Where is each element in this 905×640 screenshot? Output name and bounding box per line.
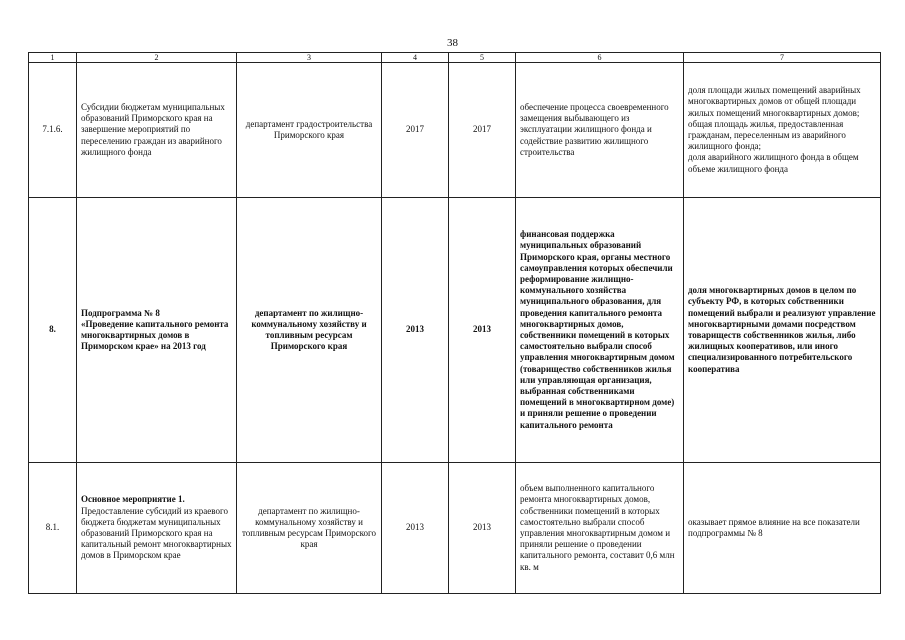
row-start-year: 2017	[382, 63, 449, 198]
row-code: 8.1.	[29, 463, 77, 594]
indicator-item: общая площадь жилья, предоставленная гражданам, переселенным из аварийного жилищного фонда;	[688, 118, 846, 152]
row-name	[77, 198, 237, 463]
column-number: 3	[237, 53, 382, 63]
measure-description: Предоставление субсидий из краевого бюджета бюджетам муниципальных образований Приморского края на капитальный ремонт многоквартирных домов в Приморском крае	[81, 505, 232, 561]
column-number: 1	[29, 53, 77, 63]
row-indicators: оказывает прямое влияние на все показатели подпрограммы № 8	[684, 463, 881, 594]
subprogram-title: Подпрограмма № 8	[81, 307, 160, 318]
row-executor: департамент по жилищно-коммунальному хозяйству и топливным ресурсам Приморского края	[237, 198, 382, 463]
row-start-year: 2013	[382, 198, 449, 463]
table-row	[29, 63, 881, 198]
row-name: Субсидии бюджетам муниципальных образований Приморского края на завершение мероприятий по переселению граждан из аварийного жилищного фонда	[77, 63, 237, 198]
row-end-year: 2013	[449, 463, 516, 594]
row-code: 8.	[29, 198, 77, 463]
row-code: 7.1.6.	[29, 63, 77, 198]
row-start-year: 2013	[382, 463, 449, 594]
row-end-year: 2013	[449, 198, 516, 463]
row-result: обеспечение процесса своевременного замещения выбывающего из эксплуатации жилищного фонда и содействие развитию жилищного строительства	[516, 63, 684, 198]
row-end-year: 2017	[449, 63, 516, 198]
program-table	[28, 52, 881, 594]
row-result: объем выполненного капитального ремонта многоквартирных домов, собственники помещений в которых самостоятельно выбрали способ управления многоквартирным домом и приняли решение о проведении капитального ремонта, составит 0,6 млн кв. м	[516, 463, 684, 594]
indicator-item: доля площади жилых помещений аварийных многоквартирных домов от общей площади жилых помещений многоквартирных домов;	[688, 85, 861, 118]
column-number: 2	[77, 53, 237, 63]
row-executor: департамент градостроительства Приморского края	[237, 63, 382, 198]
row-result: финансовая поддержка муниципальных образований Приморского края, органы местного самоуправления которых обеспечили реформирование жилищно-коммунального хозяйства муниципального образования, для проведения капитального ремонта многоквартирных домов, собственники помещений в которых самостоятельно выбрали способ управления многоквартирным домом (товарищество собственников жилья или управляющая организация, выбранная собственниками помещений в многоквартирном доме) и приняли решение о проведении капитального ремонта	[516, 198, 684, 463]
column-number: 5	[449, 53, 516, 63]
column-number: 6	[516, 53, 684, 63]
table-row	[29, 463, 881, 594]
column-number-row	[29, 53, 881, 63]
table-row	[29, 198, 881, 463]
row-indicators: доля многоквартирных домов в целом по субъекту РФ, в которых собственники помещений выбрали и реализуют управление многоквартирными домами посредством товариществ собственников жилья, либо жилищных кооперативов, или иного специализированного потребительского кооператива	[684, 198, 881, 463]
measure-title: Основное мероприятие 1.	[81, 494, 185, 505]
column-number: 4	[382, 53, 449, 63]
subprogram-name: «Проведение капитального ремонта многоквартирных домов в Приморском крае» на 2013 год	[81, 318, 229, 352]
row-indicators	[684, 63, 881, 198]
page-number: 38	[447, 37, 458, 49]
column-number: 7	[684, 53, 881, 63]
row-name	[77, 463, 237, 594]
row-executor: департамент по жилищно-коммунальному хозяйству и топливным ресурсам Приморского края	[237, 463, 382, 594]
indicator-item: доля аварийного жилищного фонда в общем объеме жилищного фонда	[688, 152, 859, 174]
